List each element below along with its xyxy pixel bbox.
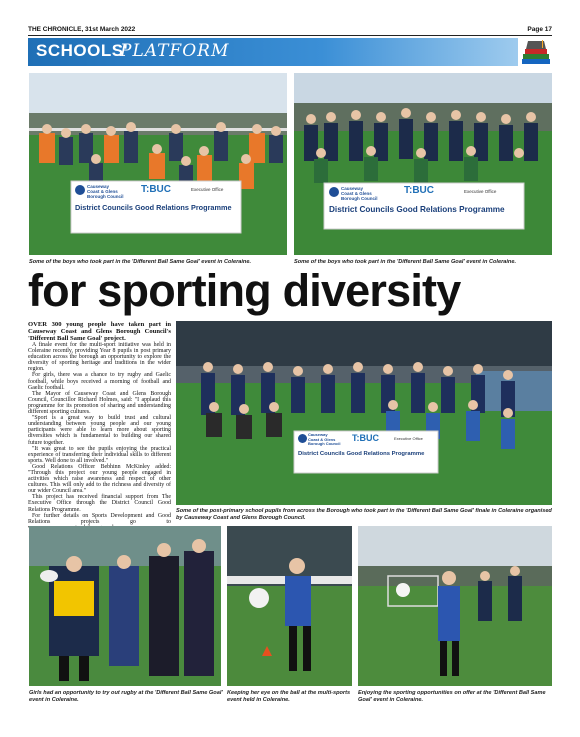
article-lede: OVER 300 young people have taken part in Causeway Coast and Glens Borough Council's 'Different Ball Same Goal' project.: [28, 321, 171, 342]
sign-council-line1: Causeway: [87, 184, 110, 189]
sign-council-line2: Coast & Glens: [308, 436, 336, 442]
sign-programme-title: District Councils Good Relations Programme: [329, 205, 505, 214]
books-icon: [520, 38, 552, 66]
sign-council-line1: Causeway: [308, 432, 328, 437]
sign-council-line3: Borough Council: [308, 441, 341, 447]
article-paragraph: "Sport is a great way to build trust and cultural understanding between young people and our young participants were able to learn more about sporting diversities which is fundamental to building our shared future together.: [28, 415, 171, 446]
article-paragraph: The Mayor of Causeway Coast and Glens Borough Council, Councillor Richard Holmes, said: "I applaud this programme for its promotion of sharing and understanding different sporting cultures.: [28, 390, 171, 416]
programme-sign: [71, 181, 241, 233]
article-paragraph: Good Relations Officer Bebhinn McKinley added: "Through this project our young people engaged in activities which raise awareness and respect of other cultures. This will only add to the richness and diversity of our wider Council area.": [28, 463, 171, 495]
sign-tbuc-logo: T:BUC: [141, 184, 171, 195]
headline: for sporting diversity: [28, 265, 461, 316]
council-logo-icon: [75, 185, 85, 195]
caption-photo-3: Some of the post-primary school pupils from across the Borough who took part in the 'Different Ball Same Goal' finale in Coleraine organised by Causeway Coast and Glens Borough Council.: [176, 508, 552, 521]
article-paragraph: A finale event for the multi-sport initiative was held in Coleraine recently, providing Year 8 pupils in post primary education across the borough an opportunity to explore the diversity of sporting heritage and traditions in the wider region.: [28, 342, 171, 373]
header-rule: [28, 35, 552, 36]
photo-boys-group-2: [294, 73, 552, 255]
banner-word-platform: PLATFORM: [120, 41, 230, 61]
page-number: Page 17: [527, 26, 552, 33]
sign-council-line3: Borough Council: [87, 194, 124, 199]
article-body: [28, 321, 171, 525]
programme-sign: [294, 431, 438, 473]
sign-council-line2: Coast & Glens: [87, 189, 118, 194]
council-logo-icon: [298, 434, 307, 443]
article-paragraph: This project has received financial support from The Executive Office through the District Council Good Relations Programme.: [28, 494, 171, 513]
sign-council-line2: Coast & Glens: [341, 191, 372, 196]
photo-girls-group: [176, 321, 552, 505]
section-banner: [28, 38, 518, 66]
caption-photo-6: Enjoying the sporting opportunities on offer at the 'Different Ball Same Goal' event in Coleraine.: [358, 690, 546, 703]
article-paragraph: "It was great to see the pupils enjoying the practical experience of transferring their individual skills to different sports. Well done to all involved.": [28, 445, 171, 464]
publication-dateline: THE CHRONICLE, 31st March 2022: [28, 26, 136, 33]
programme-sign: [324, 183, 524, 229]
photo-girls-rugby: [29, 526, 221, 686]
photo-girl-football: [227, 526, 352, 686]
sign-tbuc-logo: T:BUC: [352, 433, 379, 443]
caption-photo-1: Some of the boys who took part in the 'Different Ball Same Goal' event in Coleraine.: [29, 259, 251, 265]
sign-council-line1: Causeway: [341, 186, 364, 191]
article-paragraph: For girls, there was a chance to try rugby and Gaelic football, while boys received a morning of football and Gaelic football.: [28, 372, 171, 391]
photo-boys-group-1: [29, 73, 287, 255]
sign-programme-title: District Councils Good Relations Programme: [298, 451, 425, 457]
council-logo-icon: [329, 187, 339, 197]
photo-girls-gaelic: [358, 526, 552, 686]
sign-council-line3: Borough Council: [341, 196, 378, 201]
sign-executive-office: Executive Office: [464, 189, 497, 194]
sign-executive-office: Executive Office: [394, 436, 423, 441]
caption-photo-5: Keeping her eye on the ball at the multi-sports event held in Coleraine.: [227, 690, 351, 703]
caption-photo-2: Some of the boys who took part in the 'Different Ball Same Goal' event in Coleraine.: [294, 259, 516, 265]
sign-tbuc-logo: T:BUC: [404, 185, 434, 196]
sign-executive-office: Executive Office: [191, 187, 224, 192]
banner-word-schools: SCHOOLS': [36, 41, 129, 60]
sign-programme-title: District Councils Good Relations Programme: [75, 203, 232, 212]
caption-photo-4: Girls had an opportunity to try out rugby at the 'Different Ball Same Goal' event in Coleraine.: [29, 690, 223, 703]
article-paragraph: For further details on Sports Development and Good Relations projects go to: [28, 512, 171, 525]
